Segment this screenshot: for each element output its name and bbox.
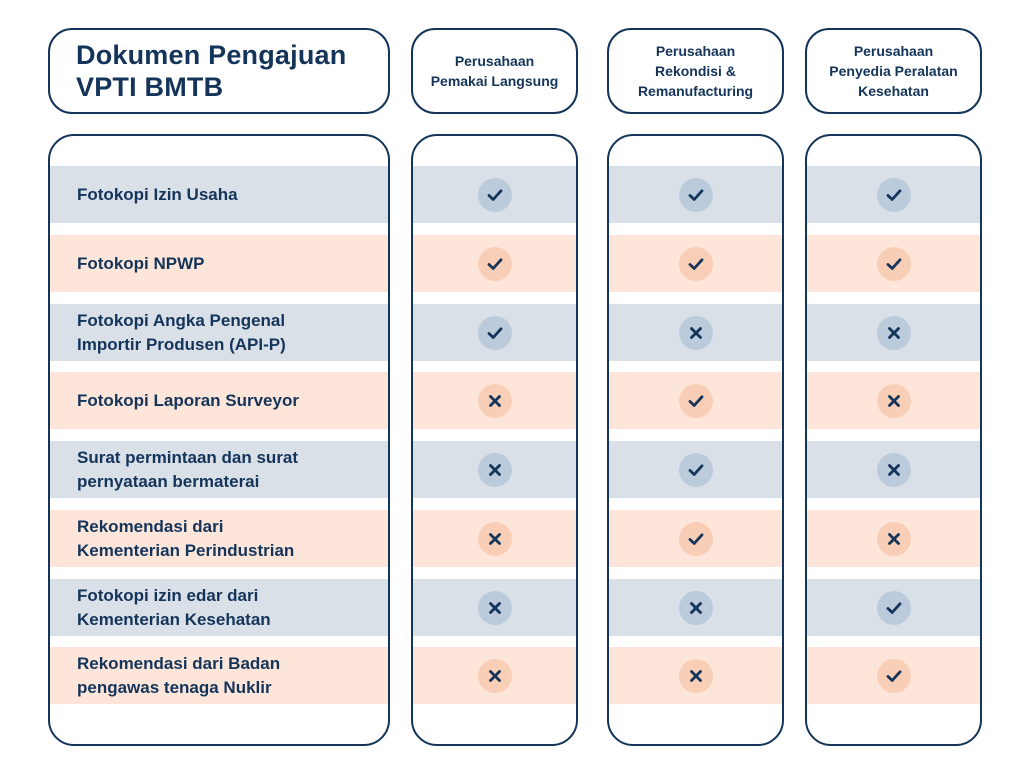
document-label <box>50 584 271 632</box>
document-label <box>50 652 280 700</box>
status-cell <box>807 166 980 223</box>
cross-icon <box>478 384 512 418</box>
status-cell <box>413 647 576 704</box>
document-row <box>50 166 388 223</box>
column-header-line: Remanufacturing <box>637 83 754 99</box>
status-cell <box>413 166 576 223</box>
check-icon <box>877 178 911 212</box>
document-label <box>50 446 298 494</box>
status-cell <box>413 372 576 429</box>
document-list-column <box>48 134 390 746</box>
cross-icon <box>877 384 911 418</box>
status-cell <box>807 235 980 292</box>
check-icon <box>679 522 713 556</box>
document-label-line: Rekomendasi dari Badan <box>77 653 281 673</box>
cross-icon <box>478 659 512 693</box>
status-cell <box>413 304 576 361</box>
document-row <box>50 372 388 429</box>
check-icon <box>478 247 512 281</box>
document-row <box>50 647 388 704</box>
document-label-line: Fotokopi Izin Usaha <box>77 184 238 204</box>
cross-icon <box>478 591 512 625</box>
column-header-pemakai-langsung <box>411 28 578 114</box>
status-cell <box>609 166 782 223</box>
cross-icon <box>877 316 911 350</box>
check-icon <box>877 247 911 281</box>
cross-icon <box>679 659 713 693</box>
status-cell <box>413 235 576 292</box>
status-cell <box>807 441 980 498</box>
status-column-pemakai-langsung <box>411 134 578 746</box>
document-label-line: Kementerian Perindustrian <box>77 540 295 560</box>
status-cell <box>609 372 782 429</box>
document-label-line: pernyataan bermaterai <box>77 471 260 491</box>
cross-icon <box>679 316 713 350</box>
document-label <box>50 515 294 563</box>
check-icon <box>679 178 713 212</box>
status-cell <box>807 304 980 361</box>
column-header-line: Kesehatan <box>858 83 929 99</box>
status-cell <box>413 579 576 636</box>
title-line-1: Dokumen Pengajuan <box>76 40 347 70</box>
document-row <box>50 441 388 498</box>
check-icon <box>679 384 713 418</box>
status-cell <box>609 304 782 361</box>
document-label <box>50 183 238 207</box>
document-row <box>50 235 388 292</box>
status-cell <box>807 510 980 567</box>
status-cell <box>807 647 980 704</box>
column-header-rekondisi <box>607 28 784 114</box>
document-label-line: Fotokopi NPWP <box>77 253 205 273</box>
document-label-line: Rekomendasi dari <box>77 516 224 536</box>
check-icon <box>478 316 512 350</box>
document-label <box>50 309 286 357</box>
page-title <box>48 28 390 114</box>
column-header-penyedia-kesehatan <box>805 28 982 114</box>
check-icon <box>679 453 713 487</box>
document-label-line: Fotokopi Laporan Surveyor <box>77 390 299 410</box>
document-label <box>50 252 204 276</box>
document-row <box>50 510 388 567</box>
document-label-line: Fotokopi izin edar dari <box>77 585 259 605</box>
status-cell <box>807 372 980 429</box>
column-header-line: Perusahaan <box>655 43 736 59</box>
document-label-line: Surat permintaan dan surat <box>77 447 299 467</box>
status-cell <box>609 510 782 567</box>
status-cell <box>807 579 980 636</box>
cross-icon <box>877 522 911 556</box>
document-label-line: Kementerian Kesehatan <box>77 609 271 629</box>
status-column-penyedia-kesehatan <box>805 134 982 746</box>
check-icon <box>478 178 512 212</box>
check-icon <box>679 247 713 281</box>
column-header-line: Rekondisi & <box>655 63 736 79</box>
column-header-line: Pemakai Langsung <box>430 73 559 89</box>
status-cell <box>609 579 782 636</box>
status-cell <box>413 510 576 567</box>
status-cell <box>609 441 782 498</box>
cross-icon <box>679 591 713 625</box>
status-cell <box>609 647 782 704</box>
status-column-rekondisi <box>607 134 784 746</box>
document-row <box>50 304 388 361</box>
document-label-line: pengawas tenaga Nuklir <box>77 677 272 697</box>
title-line-2: VPTI BMTB <box>76 72 224 102</box>
document-label-line: Fotokopi Angka Pengenal <box>77 310 286 330</box>
cross-icon <box>478 522 512 556</box>
cross-icon <box>877 453 911 487</box>
check-icon <box>877 659 911 693</box>
document-label <box>50 389 299 413</box>
column-header-line: Perusahaan <box>853 43 934 59</box>
column-header-line: Perusahaan <box>454 53 535 69</box>
document-label-line: Importir Produsen (API-P) <box>77 334 286 354</box>
cross-icon <box>478 453 512 487</box>
status-cell <box>609 235 782 292</box>
check-icon <box>877 591 911 625</box>
document-row <box>50 579 388 636</box>
column-header-line: Penyedia Peralatan <box>829 63 958 79</box>
status-cell <box>413 441 576 498</box>
